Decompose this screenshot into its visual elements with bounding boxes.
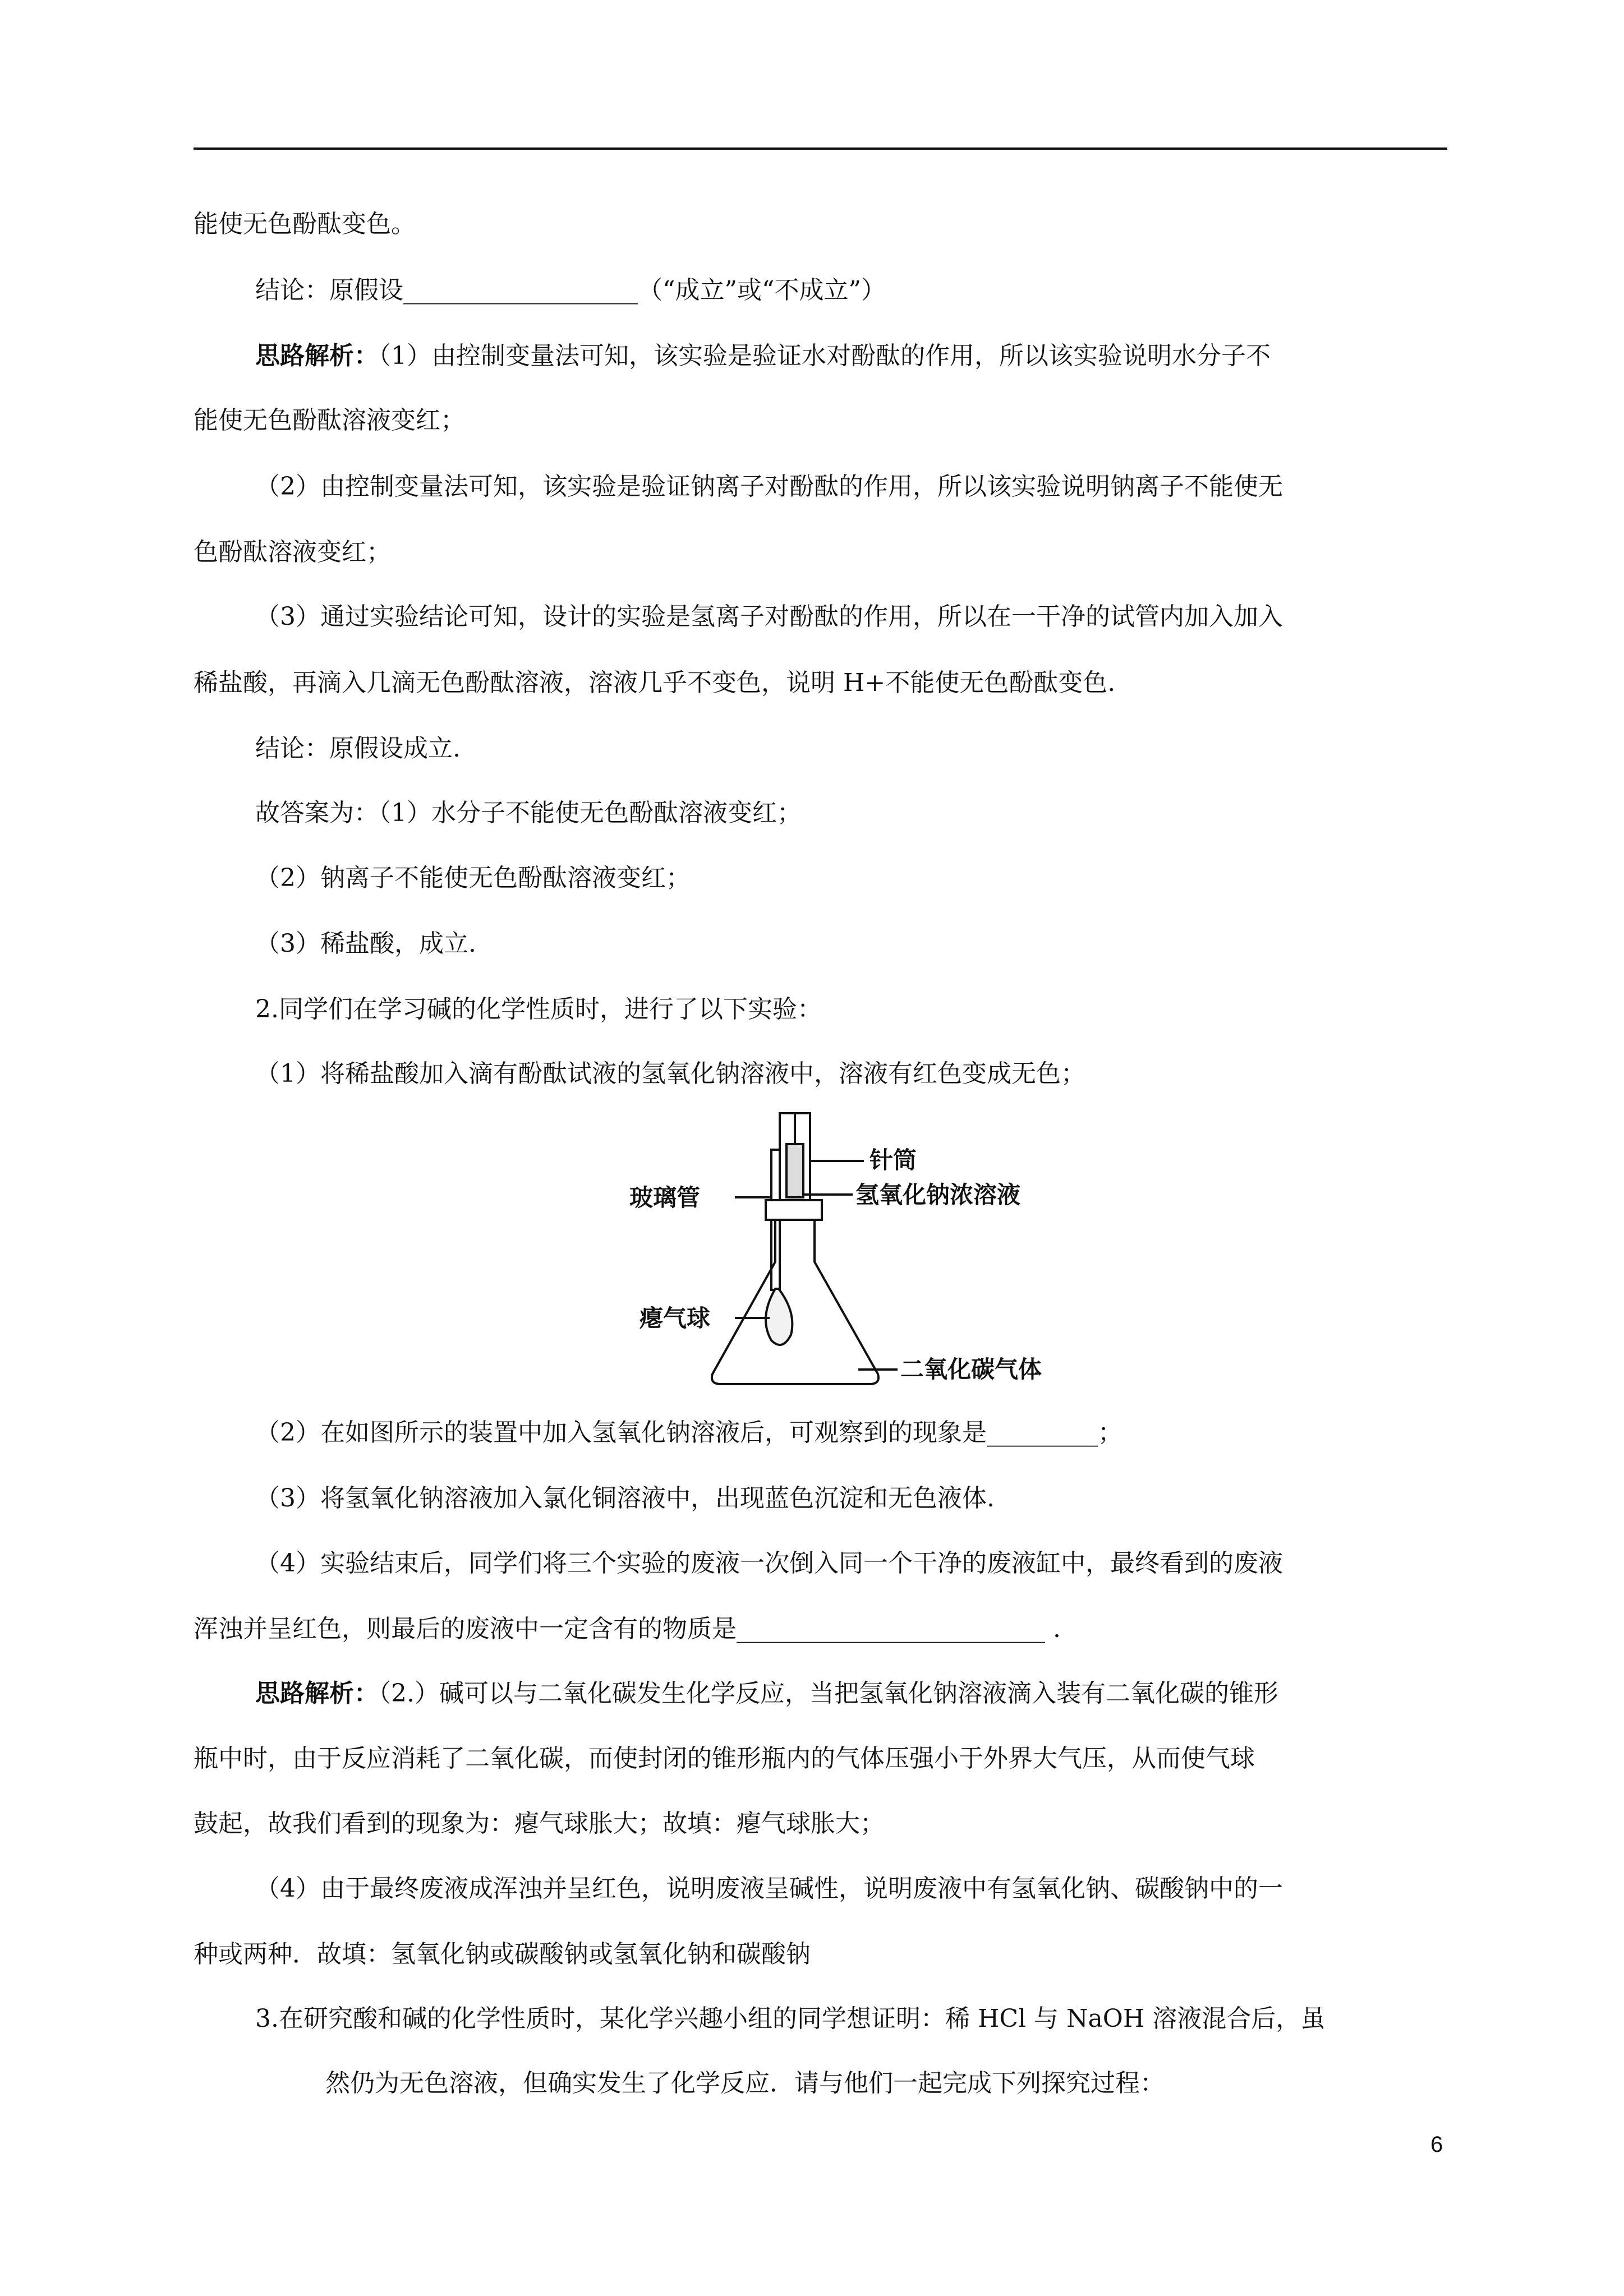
text-line: （4）实验结束后，同学们将三个实验的废液一次倒入同一个干净的废液缸中，最终看到的废液 xyxy=(255,1549,1283,1578)
analysis-label: 思路解析： xyxy=(255,1679,379,1708)
text-line: 鼓起，故我们看到的现象为：瘪气球胀大；故填：瘪气球胀大； xyxy=(194,1809,885,1838)
text-line: 能使无色酚酞变色。 xyxy=(194,210,416,238)
text-line: 故答案为：（1）水分子不能使无色酚酞溶液变红； xyxy=(255,799,802,827)
apparatus-diagram xyxy=(628,1110,1055,1408)
text-line-content: （2.）碱可以与二氧化碳发生化学反应，当把氢氧化钠溶液滴入装有二氧化碳的锥形 xyxy=(379,1679,1278,1708)
text-line: 结论：原假设成立. xyxy=(255,734,461,763)
text-line: （3）稀盐酸，成立. xyxy=(255,929,476,958)
text-line: 色酚酞溶液变红； xyxy=(194,538,391,566)
text-line-content: （1）由控制变量法可知，该实验是验证水对酚酞的作用，所以该实验说明水分子不 xyxy=(379,342,1271,370)
page-number: 6 xyxy=(1430,2132,1443,2157)
text-line: 结论：原假设___________________（“成立”或“不成立”） xyxy=(255,276,886,305)
label-balloon: 瘪气球 xyxy=(640,1304,711,1332)
text-line: （4）由于最终废液成浑浊并呈红色，说明废液呈碱性，说明废液中有氢氧化钠、碳酸钠中的一 xyxy=(255,1874,1283,1903)
text-line: （1）将稀盐酸加入滴有酚酞试液的氢氧化钠溶液中，溶液有红色变成无色； xyxy=(255,1059,1085,1088)
text-line: 能使无色酚酞溶液变红； xyxy=(194,406,465,435)
text-line: （2）由控制变量法可知，该实验是验证钠离子对酚酞的作用，所以该实验说明钠离子不能使无 xyxy=(255,472,1283,501)
text-line: 瓶中时，由于反应消耗了二氧化碳，而使封闭的锥形瓶内的气体压强小于外界大气压，从而使气球 xyxy=(194,1744,1255,1773)
text-line: 然仍为无色溶液，但确实发生了化学反应．请与他们一起完成下列探究过程： xyxy=(325,2069,1165,2097)
text-line: （3）将氢氧化钠溶液加入氯化铜溶液中，出现蓝色沉淀和无色液体. xyxy=(255,1484,995,1513)
text-line: （2）在如图所示的装置中加入氢氧化钠溶液后，可观察到的现象是_________； xyxy=(255,1418,1122,1447)
label-naoh: 氢氧化钠浓溶液 xyxy=(855,1181,1021,1209)
text-line: 2.同学们在学习碱的化学性质时，进行了以下实验： xyxy=(255,995,822,1023)
header-rule xyxy=(194,147,1447,150)
label-syringe: 针筒 xyxy=(869,1146,917,1174)
text-line: 浑浊并呈红色，则最后的废液中一定含有的物质是_________________________ . xyxy=(194,1615,1061,1643)
text-line xyxy=(255,1677,1278,1711)
conical-flask xyxy=(712,1220,878,1384)
text-line: 稀盐酸，再滴入几滴无色酚酞溶液，溶液几乎不变色，说明 H+不能使无色酚酞变色. xyxy=(194,668,1116,697)
text-line: 3.在研究酸和碱的化学性质时，某化学兴趣小组的同学想证明：稀 HCl 与 NaOH 溶液混合后，虽 xyxy=(255,2004,1326,2033)
stopper xyxy=(766,1200,822,1220)
text-line xyxy=(255,339,1271,373)
text-line: （2）钠离子不能使无色酚酞溶液变红； xyxy=(255,864,691,892)
label-co2: 二氧化碳气体 xyxy=(900,1356,1042,1383)
label-glass-tube: 玻璃管 xyxy=(629,1184,701,1211)
text-line: （3）通过实验结论可知，设计的实验是氢离子对酚酞的作用，所以在一干净的试管内加入加入 xyxy=(255,602,1283,631)
balloon-shape xyxy=(766,1289,792,1345)
analysis-label: 思路解析： xyxy=(255,342,379,370)
text-line: 种或两种．故填：氢氧化钠或碳酸钠或氢氧化钠和碳酸钠 xyxy=(194,1940,811,1968)
naoh-solution-fill xyxy=(786,1144,803,1197)
